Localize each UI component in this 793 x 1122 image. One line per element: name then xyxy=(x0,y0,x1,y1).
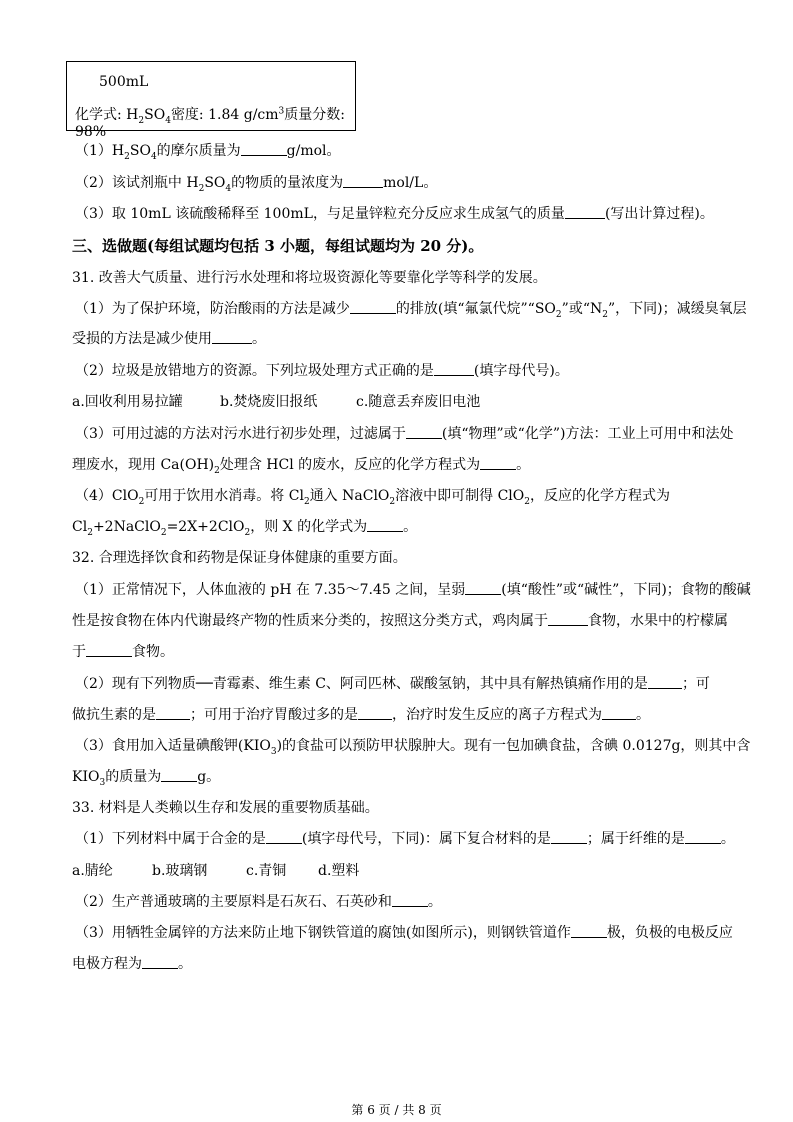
answer-blank[interactable] xyxy=(392,892,428,907)
option-b: b.焚烧废旧报纸 xyxy=(220,394,318,410)
answer-blank[interactable] xyxy=(565,204,605,219)
q32-part3-line1: （3）食用加入适量碘酸钾$(KIO_3)$的食盐可以预防甲状腺肿大。现有一包加碘食盐，含碘 0.0127g，则其中含 xyxy=(75,738,751,757)
option-b: b.玻璃钢 xyxy=(152,863,208,879)
q33-options xyxy=(72,861,359,881)
section-heading: 三、选做题(每组试题均包括 3 小题，每组试题均为 20 分)。 xyxy=(72,237,484,255)
q30-part1: $(1)H_2SO_4$的摩尔质量为 g/mol。 xyxy=(75,143,341,162)
answer-blank[interactable] xyxy=(367,517,403,532)
answer-blank[interactable] xyxy=(648,674,682,689)
answer-blank[interactable] xyxy=(266,829,302,844)
q32-part1-line3: 于 食物。 xyxy=(72,644,174,660)
q31-part3-line1: （3）可用过滤的方法对污水进行初步处理，过滤属于 (填“物理”或“化学”)方法：工业上可用中和法处 xyxy=(75,426,734,442)
label-volume: 500mL xyxy=(99,74,149,90)
q32-part3-line2: $KIO_3$的质量为 g。 xyxy=(72,769,221,788)
reagent-label-box xyxy=(66,61,356,140)
q31-part4-line1: （4）ClO$_2$可用于饮用水消毒。将 $Cl_2$通入 NaClO$_2$溶液中即可制得 ClO$_2$，反应的化学方程式为 xyxy=(75,488,670,507)
answer-blank[interactable] xyxy=(434,361,474,376)
option-c: c.青铜 xyxy=(246,863,287,879)
answer-blank[interactable] xyxy=(602,705,636,720)
answer-blank[interactable] xyxy=(142,954,178,969)
q33-part1: （1）下列材料中属于合金的是 (填字母代号，下同)：属下复合材料的是 ；属于纤维的是 。 xyxy=(75,831,735,847)
answer-blank[interactable] xyxy=(685,829,721,844)
label-info: 化学式: $H_2SO_4$密度: 1.84 $g/cm^3$质量分数: 98% xyxy=(75,106,345,140)
q31-title: 31. 改善大气质量、进行污水处理和将垃圾资源化等要靠化学等科学的发展。 xyxy=(72,270,547,286)
answer-blank[interactable] xyxy=(161,767,197,782)
q31-part2: （2）垃圾是放错地方的资源。下列垃圾处理方式正确的是 (填字母代号)。 xyxy=(75,363,569,379)
answer-blank[interactable] xyxy=(212,329,252,344)
option-a: a.腈纶 xyxy=(72,863,113,879)
answer-blank[interactable] xyxy=(241,141,287,156)
q32-part2-line2: 做抗生素的是 ；可用于治疗胃酸过多的是 ，治疗时发生反应的离子方程式为 。 xyxy=(72,707,650,723)
q32-part1-line2: 性是按食物在体内代谢最终产物的性质来分类的，按照这分类方式，鸡肉属于 食物，水果中的柠檬属 xyxy=(72,613,728,629)
q33-part2: （2）生产普通玻璃的主要原料是石灰石、石英砂和 。 xyxy=(75,894,442,910)
q33-part3-line1: （3）用牺牲金属锌的方法来防止地下钢铁管道的腐蚀(如图所示)，则钢铁管道作 极，负极的电极反应 xyxy=(75,925,733,941)
option-d: d.塑料 xyxy=(318,863,360,879)
answer-blank[interactable] xyxy=(551,829,587,844)
answer-blank[interactable] xyxy=(343,173,383,188)
q30-part2: （2）该试剂瓶中 $H_2SO_4$的物质的量浓度为 mol/L。 xyxy=(75,175,438,194)
answer-blank[interactable] xyxy=(156,705,190,720)
q32-part1-line1: （1）正常情况下，人体血液的 pH 在 7.35～7.45 之间，呈弱 (填“酸性”或“碱性”，下同)；食物的酸碱 xyxy=(75,582,751,598)
q33-part3-line2: 电极方程为 。 xyxy=(72,956,192,972)
q31-part1-line1: （1）为了保护环境，防治酸雨的方法是减少 的排放(填“氟氯代烷$”“SO_2$”或“$N_2$”，下同)；减缓臭氧层 xyxy=(75,301,747,320)
answer-blank[interactable] xyxy=(350,299,396,314)
answer-blank[interactable] xyxy=(465,580,501,595)
q31-options xyxy=(72,392,480,412)
answer-blank[interactable] xyxy=(406,424,442,439)
answer-blank[interactable] xyxy=(86,642,132,657)
q32-part2-line1: （2）现有下列物质──青霉素、维生素 C、阿司匹林、碳酸氢钠，其中具有解热镇痛作用的是 ；可 xyxy=(75,676,710,692)
option-a: a.回收利用易拉罐 xyxy=(72,394,183,410)
q31-part1-line2: 受损的方法是减少使用 。 xyxy=(72,331,266,347)
q32-title: 32. 合理选择饮食和药物是保证身体健康的重要方面。 xyxy=(72,550,407,566)
answer-blank[interactable] xyxy=(571,923,607,938)
q30-part3: （3）取 10mL 该硫酸稀释至 100mL，与足量锌粒充分反应求生成氢气的质量 (写出计算过程)。 xyxy=(75,206,714,222)
q31-part3-line2: 理废水，现用 $Ca(OH)_2$处理含 HCl 的废水，反应的化学方程式为 。 xyxy=(72,457,531,476)
answer-blank[interactable] xyxy=(548,611,588,626)
answer-blank[interactable] xyxy=(480,455,516,470)
answer-blank[interactable] xyxy=(358,705,392,720)
option-c: c.随意丢弃废旧电池 xyxy=(356,394,481,410)
q33-title: 33. 材料是人类赖以生存和发展的重要物质基础。 xyxy=(72,800,379,816)
q31-part4-line2: $Cl_2+2NaClO_2=2X+2ClO_2$，则 X 的化学式为 。 xyxy=(72,519,418,538)
page-footer: 第 6 页 / 共 8 页 xyxy=(351,1103,442,1117)
